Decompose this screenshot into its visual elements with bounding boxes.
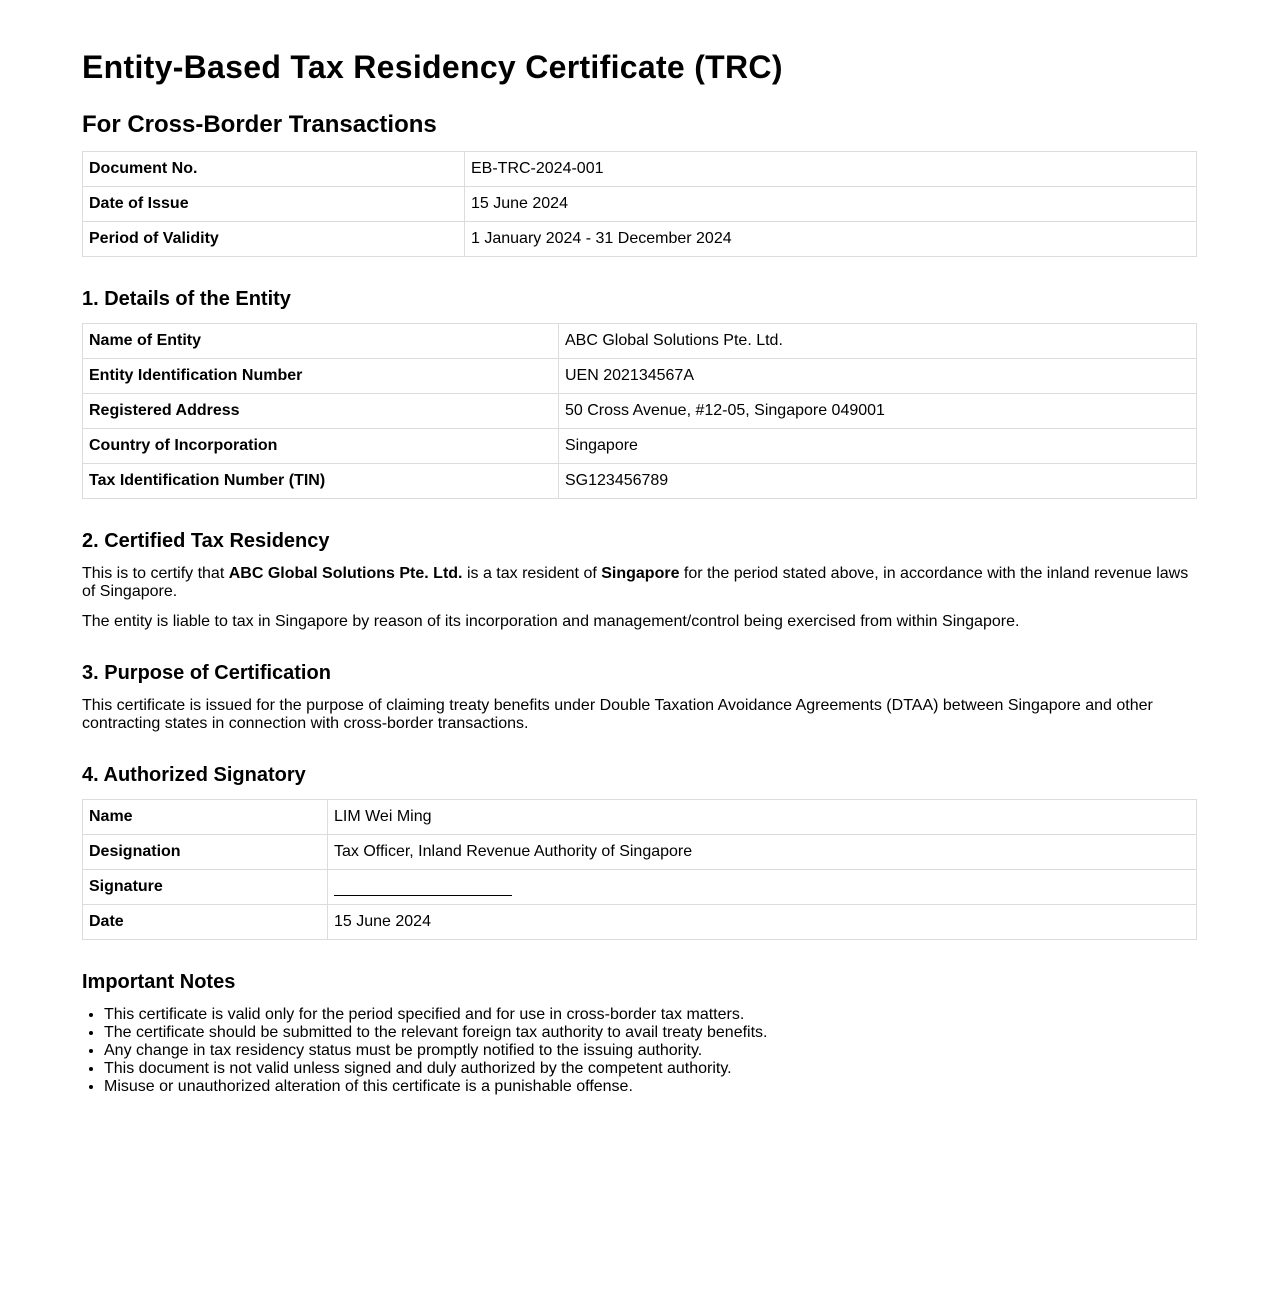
table-row	[83, 800, 1197, 835]
table-row	[83, 870, 1197, 905]
notes-title: Important Notes	[82, 971, 236, 993]
residency-statement	[82, 565, 1196, 601]
page-subtitle: For Cross-Border Transactions	[82, 111, 437, 138]
table-row	[83, 324, 1197, 359]
section-2-title: 2. Certified Tax Residency	[82, 530, 330, 552]
statement-country: Singapore	[601, 565, 680, 582]
page-title: Entity-Based Tax Residency Certificate (TRC)	[82, 49, 783, 85]
doc-number-value: EB-TRC-2024-001	[465, 152, 1197, 187]
doc-number-label: Document No.	[83, 152, 465, 187]
table-row	[83, 222, 1197, 257]
table-row	[83, 835, 1197, 870]
table-row	[83, 359, 1197, 394]
purpose-statement: This certificate is issued for the purpose of claiming treaty benefits under Double Taxation Avoidance Agreements (DTAA) between Singapore and other contracting states in connection with cross-border transactions.	[82, 697, 1153, 732]
entity-details-table	[82, 323, 1197, 499]
statement-entity-name: ABC Global Solutions Pte. Ltd.	[228, 565, 463, 582]
validity-period-value: 1 January 2024 - 31 December 2024	[465, 222, 1197, 257]
signatory-table	[82, 799, 1197, 940]
table-row	[83, 464, 1197, 499]
list-item: • Misuse or unauthorized alteration of this certificate is a punishable offense.	[104, 1078, 1196, 1096]
issue-date-value: 15 June 2024	[465, 187, 1197, 222]
entity-name-label: Name of Entity	[83, 324, 559, 359]
sign-date-value: 15 June 2024	[328, 905, 1197, 940]
list-item: • This document is not valid unless signed and duly authorized by the competent authority.	[104, 1060, 1196, 1078]
entity-id-value: UEN 202134567A	[559, 359, 1197, 394]
document-info-table	[82, 151, 1197, 257]
table-row	[83, 394, 1197, 429]
registered-address-label: Registered Address	[83, 394, 559, 429]
notes-list	[82, 1006, 1196, 1096]
signature-cell	[328, 870, 1197, 905]
signatory-name-label: Name	[83, 800, 328, 835]
country-label: Country of Incorporation	[83, 429, 559, 464]
section-4-title: 4. Authorized Signatory	[82, 764, 306, 786]
issue-date-label: Date of Issue	[83, 187, 465, 222]
registered-address-value: 50 Cross Avenue, #12-05, Singapore 049001	[559, 394, 1197, 429]
sign-date-label: Date	[83, 905, 328, 940]
liability-statement: The entity is liable to tax in Singapore by reason of its incorporation and management/control being exercised from within Singapore.	[82, 613, 1020, 630]
statement-text: This is to certify that	[82, 565, 229, 582]
entity-id-label: Entity Identification Number	[83, 359, 559, 394]
country-value: Singapore	[559, 429, 1197, 464]
table-row	[83, 905, 1197, 940]
statement-text: for the period stated above, in accordance with the inland revenue laws of Singapore.	[82, 565, 1189, 600]
validity-period-label: Period of Validity	[83, 222, 465, 257]
table-row	[83, 429, 1197, 464]
signatory-name-value: LIM Wei Ming	[328, 800, 1197, 835]
table-row	[83, 152, 1197, 187]
entity-name-value: ABC Global Solutions Pte. Ltd.	[559, 324, 1197, 359]
signature-line	[334, 873, 512, 896]
section-1-title: 1. Details of the Entity	[82, 288, 291, 310]
section-3-title: 3. Purpose of Certification	[82, 662, 331, 684]
tin-value: SG123456789	[559, 464, 1197, 499]
statement-text: is a tax resident of	[462, 565, 602, 582]
table-row	[83, 187, 1197, 222]
designation-value: Tax Officer, Inland Revenue Authority of Singapore	[328, 835, 1197, 870]
designation-label: Designation	[83, 835, 328, 870]
list-item: • The certificate should be submitted to the relevant foreign tax authority to avail treaty benefits.	[104, 1024, 1196, 1042]
list-item: • This certificate is valid only for the period specified and for use in cross-border tax matters.	[104, 1006, 1196, 1024]
tin-label: Tax Identification Number (TIN)	[83, 464, 559, 499]
list-item: • Any change in tax residency status must be promptly notified to the issuing authority.	[104, 1042, 1196, 1060]
signature-label: Signature	[83, 870, 328, 905]
